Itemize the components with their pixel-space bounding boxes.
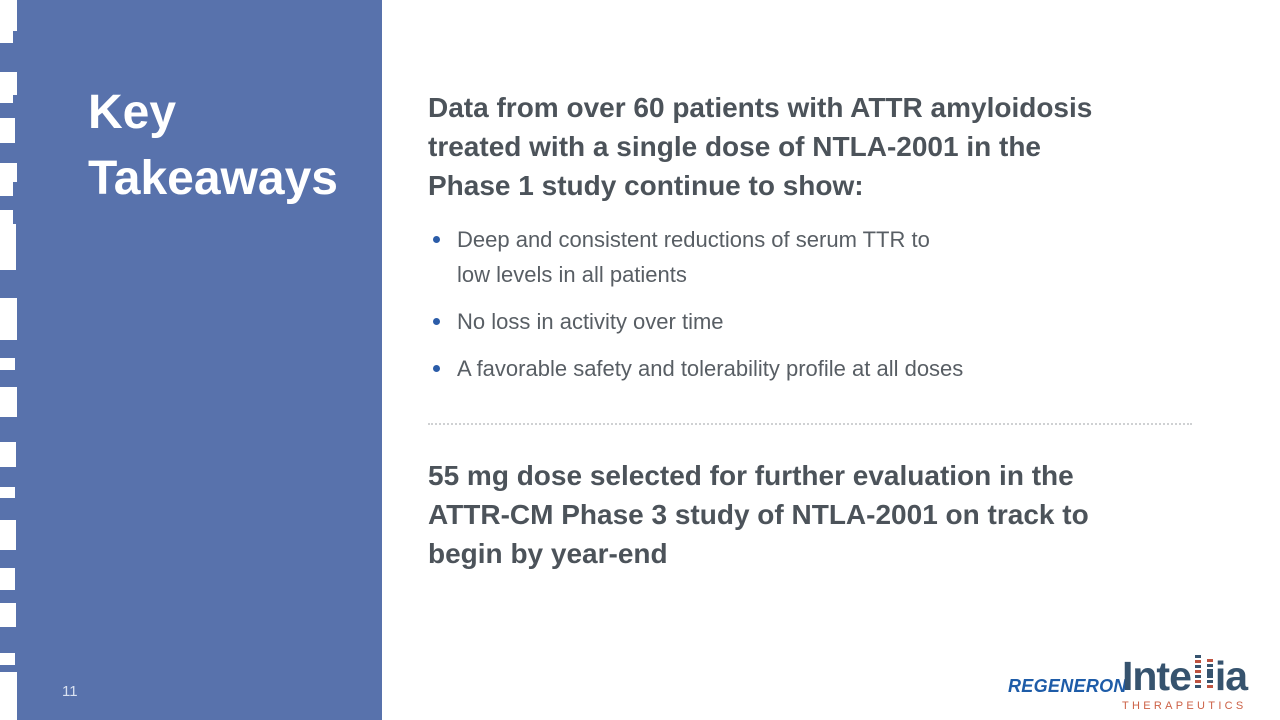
dotted-divider	[428, 423, 1192, 425]
dash-segment	[1195, 670, 1201, 673]
key-statement	[428, 456, 1089, 573]
bullet-text-line: A favorable safety and tolerability profile at all doses	[457, 356, 964, 381]
intellia-wordmark-suffix: ia	[1214, 653, 1248, 699]
bullet-dot-icon	[433, 365, 440, 372]
bullet-dot-icon	[433, 318, 440, 325]
dash-segment	[1195, 655, 1201, 658]
bullet-text-line: Deep and consistent reductions of serum TTR to	[457, 227, 930, 252]
slide-heading	[428, 88, 1092, 205]
stripe-band	[0, 95, 13, 103]
statement-line: 55 mg dose selected for further evaluation in the	[428, 460, 1074, 491]
bullet-item	[428, 304, 963, 339]
page-number: 11	[62, 683, 78, 700]
bullet-list	[428, 222, 963, 398]
stripe-band	[0, 672, 17, 720]
stripe-band	[0, 358, 15, 370]
dash-segment	[1195, 665, 1201, 668]
stripe-band	[0, 603, 16, 627]
stripe-band	[0, 72, 17, 95]
stripe-band	[0, 0, 17, 31]
stripe-band	[0, 163, 17, 182]
bullet-text	[457, 222, 930, 292]
stripe-band	[0, 387, 17, 417]
bullet-text-line: No loss in activity over time	[457, 309, 724, 334]
slide-title-line: Key	[88, 86, 177, 139]
slide-title	[88, 80, 338, 212]
stripe-band	[0, 182, 13, 196]
bullet-item	[428, 351, 963, 386]
bullet-item	[428, 222, 963, 292]
stripe-band	[0, 118, 15, 143]
bullet-dot-icon	[433, 236, 440, 243]
dash-segment	[1195, 675, 1201, 678]
dash-segment	[1207, 659, 1213, 662]
heading-line: Data from over 60 patients with ATTR amyloidosis	[428, 92, 1093, 123]
heading-line: treated with a single dose of NTLA-2001 in the	[428, 131, 1041, 162]
dash-segment	[1195, 660, 1201, 663]
intellia-dash-column-icon	[1207, 657, 1213, 688]
dash-segment	[1195, 680, 1201, 683]
sidebar-panel	[0, 0, 382, 720]
dash-segment	[1207, 669, 1213, 678]
regeneron-logo: REGENERON	[1008, 676, 1127, 696]
bullet-text	[457, 304, 724, 339]
bullet-text-line: low levels in all patients	[457, 262, 687, 287]
stripe-band	[0, 31, 13, 43]
bullet-text	[457, 351, 963, 386]
dash-segment	[1207, 685, 1213, 688]
dash-segment	[1207, 680, 1213, 683]
dash-segment	[1195, 685, 1201, 688]
intellia-therapeutics-label: THERAPEUTICS	[1122, 700, 1247, 712]
intellia-logo	[1122, 653, 1247, 712]
intellia-wordmark	[1122, 653, 1247, 697]
slide-title-line: Takeaways	[88, 152, 338, 205]
stripe-band	[0, 487, 15, 498]
intellia-dash-column-icon	[1195, 653, 1201, 688]
statement-line: begin by year-end	[428, 538, 668, 569]
stripe-band	[0, 520, 16, 550]
stripe-band	[0, 224, 16, 270]
dash-segment	[1207, 664, 1213, 667]
heading-line: Phase 1 study continue to show:	[428, 170, 864, 201]
stripe-band	[0, 298, 17, 340]
stripe-band	[0, 568, 15, 590]
intellia-wordmark-prefix: Inte	[1122, 653, 1191, 699]
stripe-band	[0, 442, 16, 467]
statement-line: ATTR-CM Phase 3 study of NTLA-2001 on track to	[428, 499, 1089, 530]
stripe-band	[0, 653, 15, 665]
stripe-band	[0, 210, 13, 224]
